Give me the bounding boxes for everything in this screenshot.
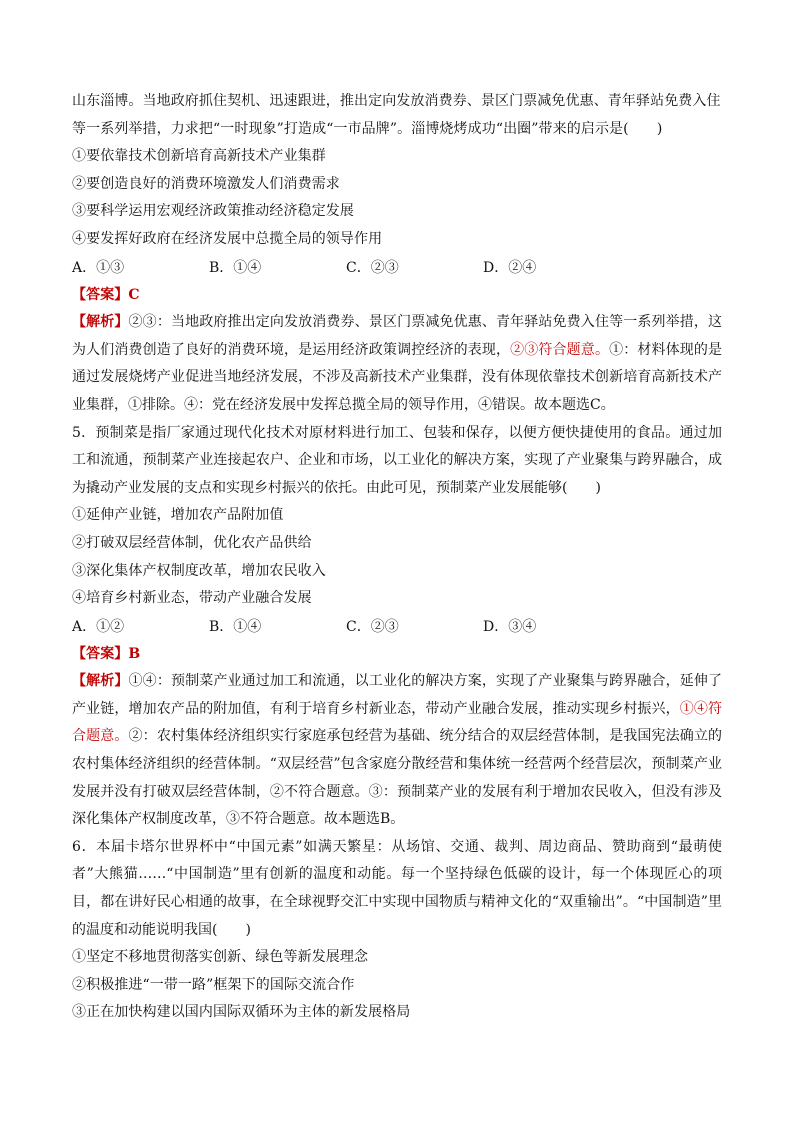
q5-statement: ④培育乡村新业态，带动产业融合发展 xyxy=(72,590,312,607)
answer-value: B xyxy=(128,645,141,662)
question-4 xyxy=(72,88,722,420)
answer-label: 【答案】 xyxy=(72,645,129,662)
q4-option-a: A．①③ xyxy=(72,259,125,276)
q4-option-b: B．①④ xyxy=(209,259,262,276)
analysis-text: ①④：预制菜产业通过加工和流通，以工业化的解决方案，实现了产业聚集与跨界融合，延伸了产业链，增加农产品的附加值，有利于培育乡村新业态，带动产业融合发展，推动实现乡村振兴， xyxy=(72,673,723,717)
q4-answer xyxy=(72,282,722,310)
q5-option-d: D．③④ xyxy=(483,618,537,635)
q6-statement: ②积极推进“一带一路”框架下的国际交流合作 xyxy=(72,976,355,993)
q5-option-a: A．①② xyxy=(72,618,125,635)
answer-label: 【答案】 xyxy=(72,286,129,303)
q6-stem: 6．本届卡塔尔世界杯中“中国元素”如满天繁星：从场馆、交通、裁判、周边商品、赞助商到“最萌使者”大熊猫……“中国制造”里有创新的温度和动能。每一个坚持绿色低碳的设计，每一个体现匠心的项目，都在讲好民心相通的故事，在全球视野交汇中实现中国物质与精神文化的“双重输出”。“中国制造”里的温度和动能说明我国( ) xyxy=(72,838,722,938)
q5-option-c: C．②③ xyxy=(346,618,399,635)
analysis-label: 【解析】 xyxy=(72,314,129,331)
q5-statement: ③深化集体产权制度改革，增加农民收入 xyxy=(72,562,326,579)
q4-stem-line: 山东淄博。当地政府抓住契机、迅速跟进，推出定向发放消费券、景区门票减免优惠、青年驿站免费入住 xyxy=(72,93,721,109)
q5-stem: 5．预制菜是指厂家通过现代化技术对原材料进行加工、包装和保存，以便方便快捷使用的食品。通过加工和流通，预制菜产业连接起农户、企业和市场，以工业化的解决方案，实现了产业聚集与跨界融合，成为撬动产业发展的支点和实现乡村振兴的依托。由此可见，预制菜产业发展能够( ) xyxy=(72,424,722,496)
q5-analysis xyxy=(72,668,722,834)
q4-statement: ①要依靠技术创新培育高新技术产业集群 xyxy=(72,148,326,165)
q6-statement: ①坚定不移地贯彻落实创新、绿色等新发展理念 xyxy=(72,949,369,966)
q5-answer xyxy=(72,641,722,669)
q4-options xyxy=(72,254,722,282)
analysis-text: ②：农村集体经济组织实行家庭承包经营为基础、统分结合的双层经营体制，是我国宪法确立的农村集体经济组织的经营体制。“双层经营”包含家庭分散经营和集体统一经营两个经营层次，预制菜产业发展并没有打破双层经营体制，②不符合题意。③：预制菜产业的发展有利于增加农民收入，但没有涉及深化集体产权制度改革，③不符合题意。故本题选B。 xyxy=(72,728,723,828)
analysis-highlight: ①④符合题意。 xyxy=(72,700,723,745)
q4-statement: ②要创造良好的消费环境激发人们消费需求 xyxy=(72,175,340,192)
analysis-highlight: ②③符合题意。 xyxy=(510,341,610,358)
q6-statement: ③正在加快构建以国内国际双循环为主体的新发展格局 xyxy=(72,1004,411,1021)
q5-statement: ①延伸产业链，增加农产品附加值 xyxy=(72,507,284,524)
q5-option-b: B．①④ xyxy=(209,618,262,635)
question-6 xyxy=(72,834,722,1027)
q4-stem-line: 等一系列举措，力求把“一时现象”打造成“一市品牌”。淄博烧烤成功“出圈”带来的启示是( ) xyxy=(72,120,663,137)
analysis-label: 【解析】 xyxy=(72,673,129,690)
question-5 xyxy=(72,420,722,834)
q4-statement: ③要科学运用宏观经济政策推动经济稳定发展 xyxy=(72,203,354,220)
q4-statement: ④要发挥好政府在经济发展中总揽全局的领导作用 xyxy=(72,230,383,247)
document-page xyxy=(72,88,722,1027)
analysis-text: ①：材料体现的是通过发展烧烤产业促进当地经济发展，不涉及高新技术产业集群，没有体现依靠技术创新培育高新技术产业集群，①排除。④：党在经济发展中发挥总揽全局的领导作用，④错误。故本题选C。 xyxy=(72,341,723,413)
q5-options xyxy=(72,613,722,641)
q4-option-d: D．②④ xyxy=(483,259,537,276)
q5-statement: ②打破双层经营体制，优化农产品供给 xyxy=(72,534,312,551)
analysis-text: ②③：当地政府推出定向发放消费券、景区门票减免优惠、青年驿站免费入住等一系列举措，这为人们消费创造了良好的消费环境，是运用经济政策调控经济的表现， xyxy=(72,314,723,358)
q4-analysis xyxy=(72,309,722,419)
answer-value: C xyxy=(128,286,140,303)
q4-option-c: C．②③ xyxy=(346,259,399,276)
